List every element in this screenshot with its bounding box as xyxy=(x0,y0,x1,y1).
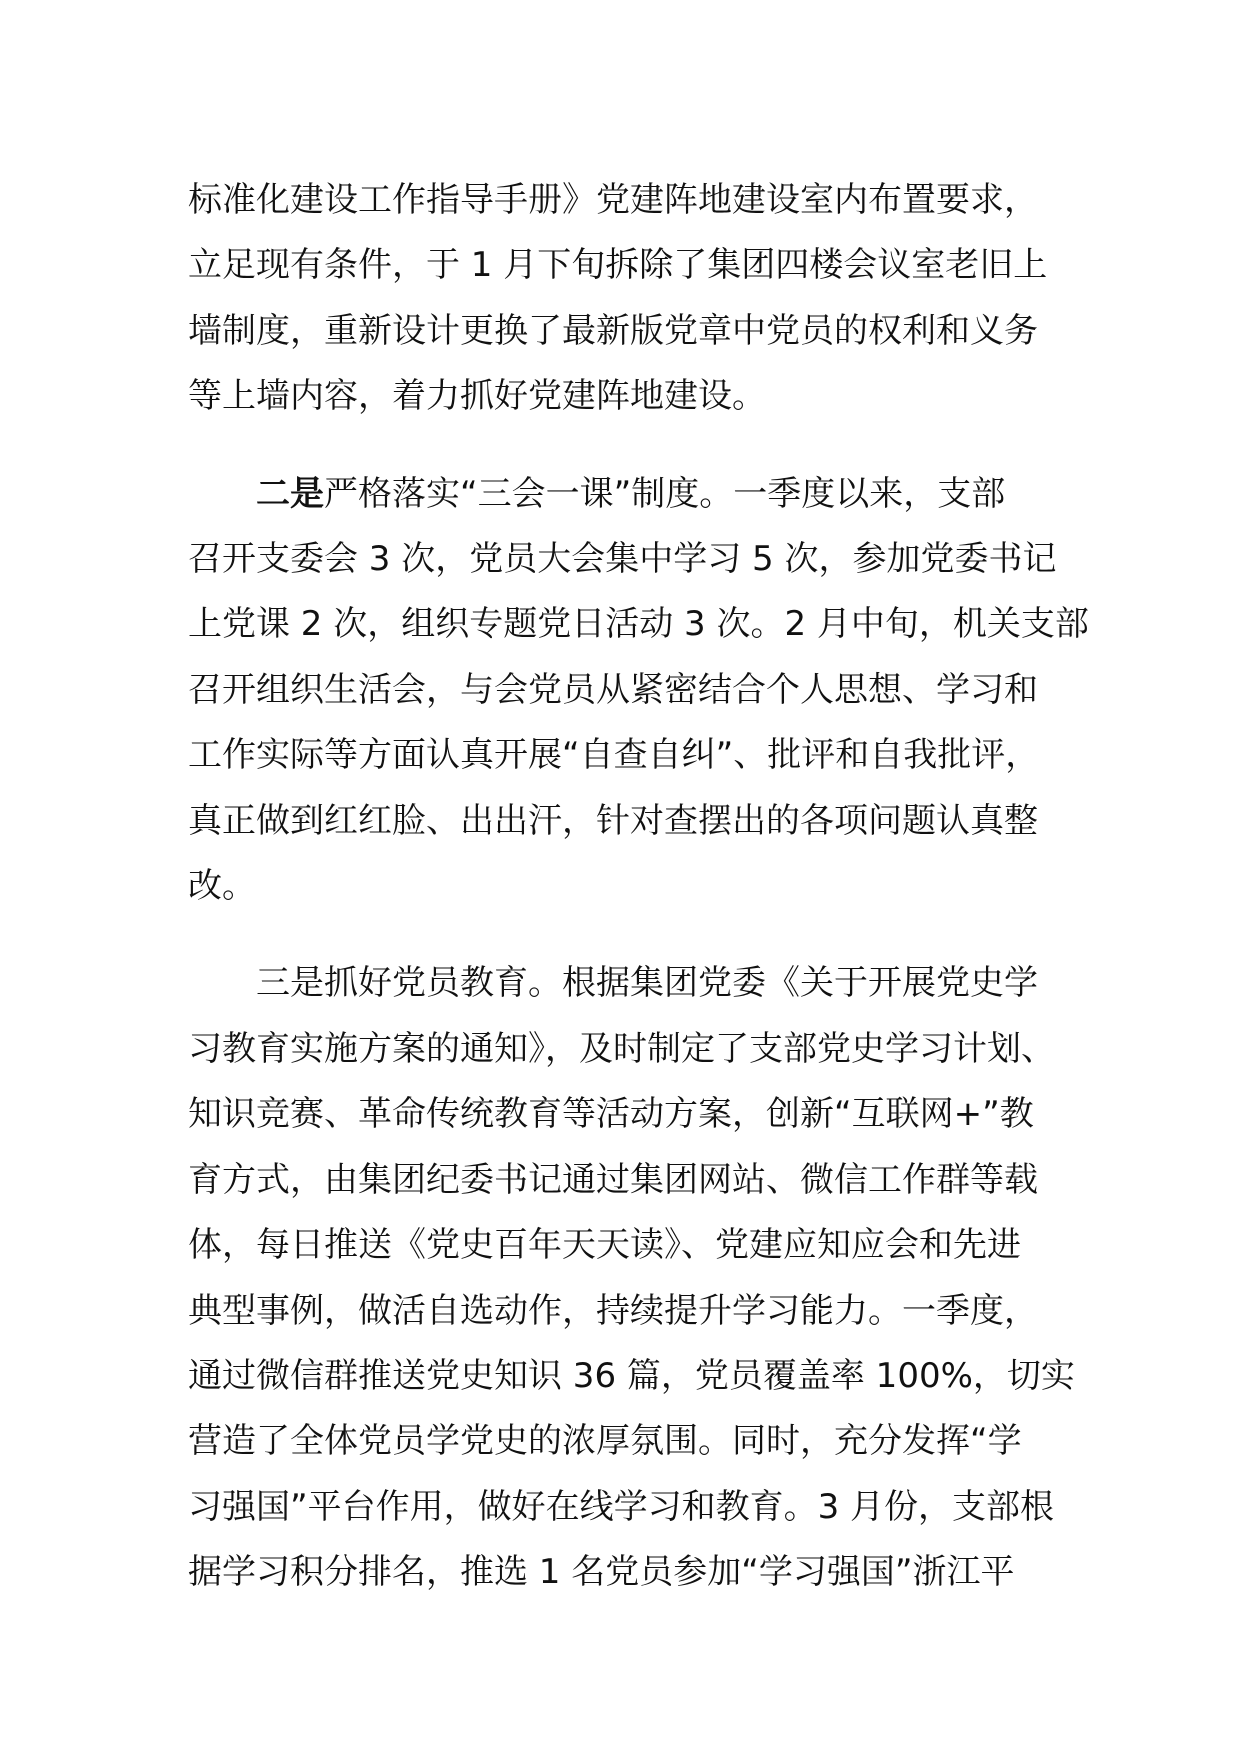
text-line: 立足现有条件，于 1 月下旬拆除了集团四楼会议室老旧上 xyxy=(188,245,1048,286)
text-line: 育方式，由集团纪委书记通过集团网站、微信工作群等载 xyxy=(188,1159,1038,1200)
text-line-rest: 严格落实“三会一课”制度。一季度以来，支部 xyxy=(324,473,1006,514)
paragraph-2 xyxy=(188,462,1089,920)
text-line: 标准化建设工作指导手册》党建阵地建设室内布置要求， xyxy=(188,180,1038,220)
text-line: 工作实际等方面认真开展“自查自纠”、批评和自我批评， xyxy=(188,735,1040,776)
text-line-first: 三是抓好党员教育。根据集团党委《关于开展党史学 xyxy=(256,963,1038,1004)
text-line: 等上墙内容，着力抓好党建阵地建设。 xyxy=(188,376,766,417)
document-page xyxy=(188,168,1089,1606)
paragraph-1 xyxy=(188,168,1068,430)
text-line: 典型事例，做活自选动作，持续提升学习能力。一季度， xyxy=(188,1290,1038,1331)
text-line: 习强国”平台作用，做好在线学习和教育。3 月份，支部根 xyxy=(188,1486,1055,1527)
text-line: 召开组织生活会，与会党员从紧密结合个人思想、学习和 xyxy=(188,669,1038,710)
bold-lead: 二是 xyxy=(256,473,324,514)
text-line: 上党课 2 次，组织专题党日活动 3 次。2 月中旬，机关支部 xyxy=(188,604,1089,645)
text-line: 体，每日推送《党史百年天天读》、党建应知应会和先进 xyxy=(188,1225,1021,1266)
text-line: 习教育实施方案的通知》，及时制定了支部党史学习计划、 xyxy=(188,1028,1055,1069)
text-line: 召开支委会 3 次，党员大会集中学习 5 次，参加党委书记 xyxy=(188,539,1057,580)
text-line: 真正做到红红脸、出出汗，针对查摆出的各项问题认真整 xyxy=(188,800,1038,841)
text-line: 知识竞赛、革命传统教育等活动方案，创新“互联网+”教 xyxy=(188,1094,1034,1135)
paragraph-3 xyxy=(188,951,1075,1605)
text-line: 改。 xyxy=(188,866,256,907)
text-line: 通过微信群推送党史知识 36 篇，党员覆盖率 100%，切实 xyxy=(188,1355,1075,1396)
text-line-first xyxy=(188,462,1068,527)
text-line: 据学习积分排名，推选 1 名党员参加“学习强国”浙江平 xyxy=(188,1552,1015,1593)
text-line: 墙制度，重新设计更换了最新版党章中党员的权利和义务 xyxy=(188,310,1038,351)
text-line: 营造了全体党员学党史的浓厚氛围。同时，充分发挥“学 xyxy=(188,1421,1022,1462)
